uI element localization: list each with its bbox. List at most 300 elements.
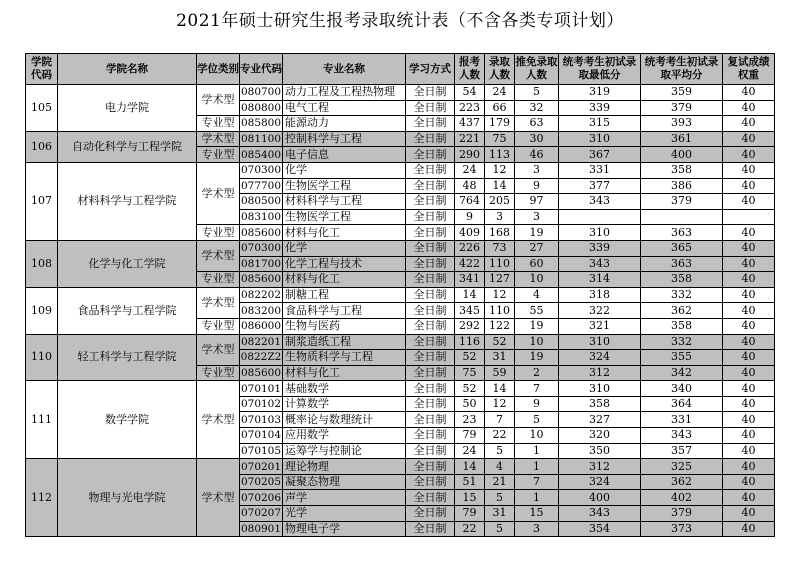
min-score: 315 — [559, 116, 641, 132]
min-score: 343 — [559, 256, 641, 272]
major-code: 085600 — [240, 226, 282, 239]
college-name: 电力学院 — [58, 85, 197, 132]
min-score: 318 — [559, 287, 641, 303]
major-name: 生物医学工程 — [283, 178, 406, 194]
min-score: 312 — [559, 365, 641, 381]
major-name: 材料与化工 — [283, 272, 406, 288]
major-code: 086000 — [240, 320, 282, 333]
table-row — [26, 162, 775, 178]
admitted: 12 — [485, 287, 515, 303]
study-mode: 全日制 — [406, 272, 455, 288]
college-name: 材料科学与工程学院 — [58, 162, 197, 240]
major-code: 070104 — [240, 429, 282, 442]
applicants: 223 — [455, 100, 485, 116]
admitted: 31 — [485, 350, 515, 366]
major-name: 理论物理 — [283, 459, 406, 475]
admitted: 7 — [485, 412, 515, 428]
avg-score: 393 — [641, 116, 723, 132]
major-name: 概率论与数理统计 — [283, 412, 406, 428]
min-score: 354 — [559, 521, 641, 537]
applicants: 79 — [455, 428, 485, 444]
admitted: 52 — [485, 334, 515, 350]
college-name: 轻工科学与工程学院 — [58, 334, 197, 381]
study-mode: 全日制 — [406, 396, 455, 412]
applicants: 345 — [455, 303, 485, 319]
study-mode: 全日制 — [406, 365, 455, 381]
table-row — [26, 334, 775, 350]
header-retest-weight: 复试成绩权重 — [723, 54, 775, 85]
avg-score: 363 — [641, 256, 723, 272]
exempt-admitted: 9 — [515, 178, 559, 194]
study-mode: 全日制 — [406, 240, 455, 256]
admitted: 73 — [485, 240, 515, 256]
major-name: 制浆造纸工程 — [283, 334, 406, 350]
exempt-admitted: 1 — [515, 443, 559, 459]
study-mode: 全日制 — [406, 131, 455, 147]
exempt-admitted: 5 — [515, 412, 559, 428]
major-name: 生物质科学与工程 — [283, 350, 406, 366]
exempt-admitted: 4 — [515, 287, 559, 303]
degree-type: 学术型 — [197, 85, 240, 116]
applicants: 79 — [455, 506, 485, 522]
avg-score: 363 — [641, 225, 723, 241]
major-name: 食品科学与工程 — [283, 303, 406, 319]
major-code: 080500 — [240, 195, 282, 208]
retest-weight: 40 — [723, 116, 775, 132]
table-row — [26, 381, 775, 397]
applicants: 437 — [455, 116, 485, 132]
exempt-admitted: 10 — [515, 334, 559, 350]
header-major-code: 专业代码 — [240, 54, 283, 85]
retest-weight: 40 — [723, 365, 775, 381]
major-code: 085800 — [240, 117, 282, 130]
applicants: 52 — [455, 381, 485, 397]
applicants: 422 — [455, 256, 485, 272]
study-mode: 全日制 — [406, 303, 455, 319]
study-mode: 全日制 — [406, 225, 455, 241]
admitted: 122 — [485, 318, 515, 334]
exempt-admitted: 1 — [515, 459, 559, 475]
exempt-admitted: 97 — [515, 194, 559, 210]
avg-score: 355 — [641, 350, 723, 366]
applicants: 52 — [455, 350, 485, 366]
retest-weight: 40 — [723, 396, 775, 412]
retest-weight: 40 — [723, 147, 775, 163]
applicants: 15 — [455, 490, 485, 506]
exempt-admitted: 19 — [515, 350, 559, 366]
avg-score: 379 — [641, 100, 723, 116]
admission-table — [25, 53, 775, 537]
min-score: 324 — [559, 350, 641, 366]
major-code: 070207 — [240, 507, 282, 520]
major-code: 070101 — [240, 382, 282, 395]
min-score: 358 — [559, 396, 641, 412]
header-study-mode: 学习方式 — [406, 54, 455, 85]
min-score: 339 — [559, 100, 641, 116]
avg-score: 361 — [641, 131, 723, 147]
retest-weight: 40 — [723, 318, 775, 334]
avg-score: 364 — [641, 396, 723, 412]
retest-weight: 40 — [723, 162, 775, 178]
retest-weight: 40 — [723, 194, 775, 210]
min-score: 319 — [559, 85, 641, 101]
min-score: 324 — [559, 474, 641, 490]
major-code: 081100 — [240, 133, 282, 146]
applicants: 764 — [455, 194, 485, 210]
min-score: 331 — [559, 162, 641, 178]
college-name: 自动化科学与工程学院 — [58, 131, 197, 162]
avg-score: 359 — [641, 85, 723, 101]
applicants: 51 — [455, 474, 485, 490]
retest-weight: 40 — [723, 131, 775, 147]
admitted: 3 — [485, 209, 515, 225]
major-name: 能源动力 — [283, 116, 406, 132]
min-score: 367 — [559, 147, 641, 163]
avg-score: 358 — [641, 318, 723, 334]
study-mode: 全日制 — [406, 256, 455, 272]
min-score: 377 — [559, 178, 641, 194]
applicants: 50 — [455, 396, 485, 412]
major-code: 070103 — [240, 413, 282, 426]
exempt-admitted: 19 — [515, 318, 559, 334]
study-mode: 全日制 — [406, 443, 455, 459]
major-code: 083200 — [240, 304, 282, 317]
major-name: 声学 — [283, 490, 406, 506]
avg-score: 357 — [641, 443, 723, 459]
admitted: 179 — [485, 116, 515, 132]
retest-weight: 40 — [723, 490, 775, 506]
major-code: 085400 — [240, 148, 282, 161]
admitted: 59 — [485, 365, 515, 381]
avg-score: 332 — [641, 334, 723, 350]
study-mode: 全日制 — [406, 521, 455, 537]
college-name: 数学学院 — [58, 381, 197, 459]
major-name: 制糖工程 — [283, 287, 406, 303]
avg-score: 325 — [641, 459, 723, 475]
major-name: 控制科学与工程 — [283, 131, 406, 147]
college-code: 106 — [26, 131, 58, 162]
major-name: 材料与化工 — [283, 225, 406, 241]
study-mode: 全日制 — [406, 287, 455, 303]
retest-weight: 40 — [723, 443, 775, 459]
min-score: 339 — [559, 240, 641, 256]
major-code: 0822Z2 — [240, 351, 282, 364]
exempt-admitted: 5 — [515, 85, 559, 101]
exempt-admitted: 1 — [515, 490, 559, 506]
major-code: 085600 — [240, 273, 282, 286]
college-code: 110 — [26, 334, 58, 381]
admitted: 205 — [485, 194, 515, 210]
degree-type: 专业型 — [197, 318, 240, 334]
exempt-admitted: 30 — [515, 131, 559, 147]
retest-weight: 40 — [723, 459, 775, 475]
admitted: 5 — [485, 490, 515, 506]
retest-weight: 40 — [723, 350, 775, 366]
study-mode: 全日制 — [406, 209, 455, 225]
retest-weight: 40 — [723, 506, 775, 522]
min-score: 320 — [559, 428, 641, 444]
table-row — [26, 240, 775, 256]
admitted: 24 — [485, 85, 515, 101]
major-name: 凝聚态物理 — [283, 474, 406, 490]
retest-weight — [723, 209, 775, 225]
min-score: 343 — [559, 506, 641, 522]
major-name: 动力工程及工程热物理 — [283, 85, 406, 101]
study-mode: 全日制 — [406, 116, 455, 132]
major-name: 计算数学 — [283, 396, 406, 412]
avg-score: 358 — [641, 272, 723, 288]
major-name: 材料科学与工程 — [283, 194, 406, 210]
min-score: 314 — [559, 272, 641, 288]
admitted: 110 — [485, 256, 515, 272]
admitted: 75 — [485, 131, 515, 147]
header-college-name: 学院名称 — [58, 54, 197, 85]
major-name: 化学 — [283, 162, 406, 178]
applicants: 14 — [455, 287, 485, 303]
study-mode: 全日制 — [406, 428, 455, 444]
table-row — [26, 287, 775, 303]
applicants: 221 — [455, 131, 485, 147]
exempt-admitted: 19 — [515, 225, 559, 241]
admitted: 5 — [485, 521, 515, 537]
study-mode: 全日制 — [406, 350, 455, 366]
retest-weight: 40 — [723, 521, 775, 537]
header-degree-type: 学位类别 — [197, 54, 240, 85]
admitted: 168 — [485, 225, 515, 241]
admitted: 14 — [485, 381, 515, 397]
retest-weight: 40 — [723, 303, 775, 319]
retest-weight: 40 — [723, 85, 775, 101]
avg-score: 379 — [641, 506, 723, 522]
exempt-admitted: 60 — [515, 256, 559, 272]
applicants: 24 — [455, 443, 485, 459]
study-mode: 全日制 — [406, 100, 455, 116]
min-score: 343 — [559, 194, 641, 210]
college-code: 105 — [26, 85, 58, 132]
applicants: 22 — [455, 521, 485, 537]
header-row — [26, 54, 775, 85]
major-name: 化学 — [283, 240, 406, 256]
major-code: 070206 — [240, 491, 282, 504]
avg-score: 362 — [641, 303, 723, 319]
major-code: 080800 — [240, 101, 282, 114]
min-score: 310 — [559, 225, 641, 241]
applicants: 48 — [455, 178, 485, 194]
study-mode: 全日制 — [406, 178, 455, 194]
header-exempt-admitted: 推免录取人数 — [515, 54, 559, 85]
applicants: 54 — [455, 85, 485, 101]
major-code: 077700 — [240, 179, 282, 192]
exempt-admitted: 2 — [515, 365, 559, 381]
major-name: 材料与化工 — [283, 365, 406, 381]
header-applicants: 报考人数 — [455, 54, 485, 85]
applicants: 14 — [455, 459, 485, 475]
major-code: 082201 — [240, 335, 282, 348]
avg-score: 386 — [641, 178, 723, 194]
avg-score — [641, 209, 723, 225]
min-score: 310 — [559, 334, 641, 350]
degree-type: 专业型 — [197, 147, 240, 163]
avg-score: 373 — [641, 521, 723, 537]
major-code: 081700 — [240, 257, 282, 270]
degree-type: 专业型 — [197, 272, 240, 288]
major-name: 运筹学与控制论 — [283, 443, 406, 459]
min-score: 321 — [559, 318, 641, 334]
retest-weight: 40 — [723, 428, 775, 444]
degree-type: 学术型 — [197, 162, 240, 224]
major-name: 化学工程与技术 — [283, 256, 406, 272]
degree-type: 学术型 — [197, 459, 240, 537]
exempt-admitted: 7 — [515, 381, 559, 397]
study-mode: 全日制 — [406, 147, 455, 163]
study-mode: 全日制 — [406, 490, 455, 506]
study-mode: 全日制 — [406, 162, 455, 178]
college-code: 108 — [26, 240, 58, 287]
avg-score: 400 — [641, 147, 723, 163]
admitted: 22 — [485, 428, 515, 444]
degree-type: 学术型 — [197, 381, 240, 459]
major-code: 083100 — [240, 211, 282, 224]
degree-type: 学术型 — [197, 131, 240, 147]
applicants: 341 — [455, 272, 485, 288]
applicants: 24 — [455, 162, 485, 178]
avg-score: 358 — [641, 162, 723, 178]
applicants: 226 — [455, 240, 485, 256]
avg-score: 402 — [641, 490, 723, 506]
major-code: 082202 — [240, 289, 282, 302]
min-score: 310 — [559, 381, 641, 397]
degree-type: 专业型 — [197, 225, 240, 241]
admitted: 31 — [485, 506, 515, 522]
study-mode: 全日制 — [406, 194, 455, 210]
exempt-admitted: 27 — [515, 240, 559, 256]
min-score: 310 — [559, 131, 641, 147]
table-row — [26, 131, 775, 147]
avg-score: 342 — [641, 365, 723, 381]
retest-weight: 40 — [723, 334, 775, 350]
header-major-name: 专业名称 — [283, 54, 406, 85]
major-name: 电子信息 — [283, 147, 406, 163]
exempt-admitted: 7 — [515, 474, 559, 490]
retest-weight: 40 — [723, 225, 775, 241]
admitted: 110 — [485, 303, 515, 319]
study-mode: 全日制 — [406, 85, 455, 101]
major-code: 070105 — [240, 444, 282, 457]
study-mode: 全日制 — [406, 412, 455, 428]
applicants: 116 — [455, 334, 485, 350]
header-avg-score: 统考考生初试录取平均分 — [641, 54, 723, 85]
min-score: 312 — [559, 459, 641, 475]
admitted: 66 — [485, 100, 515, 116]
header-college-code: 学院代码 — [26, 54, 58, 85]
min-score — [559, 209, 641, 225]
exempt-admitted: 55 — [515, 303, 559, 319]
page-title: 2021年硕士研究生报考录取统计表（不含各类专项计划） — [176, 11, 624, 31]
avg-score: 340 — [641, 381, 723, 397]
major-code: 080700 — [240, 86, 282, 99]
admitted: 12 — [485, 162, 515, 178]
avg-score: 362 — [641, 474, 723, 490]
college-code: 107 — [26, 162, 58, 240]
avg-score: 332 — [641, 287, 723, 303]
admitted: 21 — [485, 474, 515, 490]
exempt-admitted: 10 — [515, 428, 559, 444]
exempt-admitted: 10 — [515, 272, 559, 288]
major-code: 080901 — [240, 522, 282, 535]
retest-weight: 40 — [723, 474, 775, 490]
college-name: 食品科学与工程学院 — [58, 287, 197, 334]
major-name: 基础数学 — [283, 381, 406, 397]
exempt-admitted: 15 — [515, 506, 559, 522]
college-name: 化学与化工学院 — [58, 240, 197, 287]
retest-weight: 40 — [723, 272, 775, 288]
header-admitted: 录取人数 — [485, 54, 515, 85]
applicants: 23 — [455, 412, 485, 428]
avg-score: 379 — [641, 194, 723, 210]
major-name: 生物医学工程 — [283, 209, 406, 225]
applicants: 75 — [455, 365, 485, 381]
admitted: 4 — [485, 459, 515, 475]
exempt-admitted: 9 — [515, 396, 559, 412]
study-mode: 全日制 — [406, 459, 455, 475]
exempt-admitted: 3 — [515, 162, 559, 178]
retest-weight: 40 — [723, 100, 775, 116]
retest-weight: 40 — [723, 412, 775, 428]
retest-weight: 40 — [723, 256, 775, 272]
retest-weight: 40 — [723, 287, 775, 303]
degree-type: 学术型 — [197, 334, 240, 365]
retest-weight: 40 — [723, 381, 775, 397]
study-mode: 全日制 — [406, 506, 455, 522]
avg-score: 331 — [641, 412, 723, 428]
major-code: 070201 — [240, 460, 282, 473]
major-name: 应用数学 — [283, 428, 406, 444]
study-mode: 全日制 — [406, 318, 455, 334]
min-score: 322 — [559, 303, 641, 319]
exempt-admitted: 46 — [515, 147, 559, 163]
major-name: 物理电子学 — [283, 521, 406, 537]
major-code: 085600 — [240, 366, 282, 379]
college-name: 物理与光电学院 — [58, 459, 197, 537]
exempt-admitted: 3 — [515, 521, 559, 537]
applicants: 290 — [455, 147, 485, 163]
retest-weight: 40 — [723, 178, 775, 194]
exempt-admitted: 63 — [515, 116, 559, 132]
table-row — [26, 85, 775, 101]
header-min-score: 统考考生初试录取最低分 — [559, 54, 641, 85]
min-score: 400 — [559, 490, 641, 506]
applicants: 409 — [455, 225, 485, 241]
avg-score: 365 — [641, 240, 723, 256]
college-code: 109 — [26, 287, 58, 334]
exempt-admitted: 32 — [515, 100, 559, 116]
exempt-admitted: 3 — [515, 209, 559, 225]
major-code: 070102 — [240, 398, 282, 411]
college-code: 111 — [26, 381, 58, 459]
major-code: 070300 — [240, 164, 282, 177]
min-score: 350 — [559, 443, 641, 459]
degree-type: 专业型 — [197, 116, 240, 132]
study-mode: 全日制 — [406, 474, 455, 490]
degree-type: 专业型 — [197, 365, 240, 381]
major-name: 生物与医药 — [283, 318, 406, 334]
college-code: 112 — [26, 459, 58, 537]
table-row — [26, 459, 775, 475]
major-name: 光学 — [283, 506, 406, 522]
applicants: 292 — [455, 318, 485, 334]
admitted: 113 — [485, 147, 515, 163]
study-mode: 全日制 — [406, 381, 455, 397]
